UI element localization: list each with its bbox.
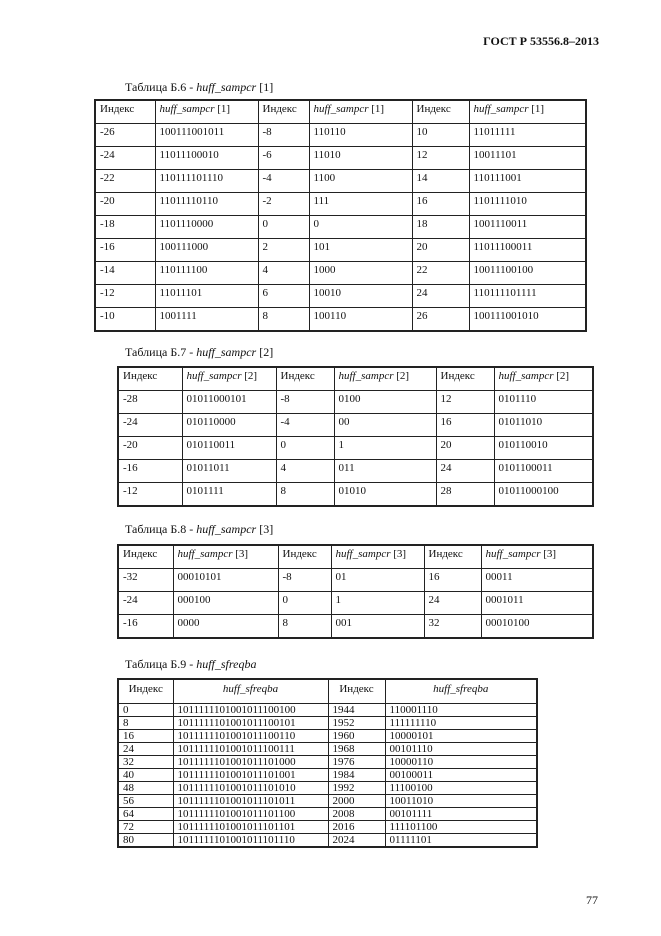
index-cell: 56 [118,795,173,808]
header-code-name: huff_sampcr [485,548,541,560]
table-b9-caption [125,657,256,672]
header-code [334,367,436,391]
code-cell: 1001111 [155,308,258,332]
code-cell: 1011111101001011100111 [173,743,328,756]
table-header-row [95,100,586,124]
code-cell: 1001110011 [469,216,586,239]
index-cell: 4 [276,460,334,483]
header-code-name: huff_sampcr [313,103,369,115]
code-cell: 111 [309,193,412,216]
code-cell: 00010100 [481,615,593,639]
table-row [95,308,586,332]
index-cell: 10 [412,124,469,147]
index-cell: -26 [95,124,155,147]
code-cell: 11011111 [469,124,586,147]
code-cell: 010110000 [182,414,276,437]
index-cell: 24 [424,592,481,615]
code-cell: 10000101 [385,730,537,743]
code-cell: 0001011 [481,592,593,615]
header-index: Индекс [436,367,494,391]
header-code-name: huff_sfreqba [433,683,489,695]
index-cell: 64 [118,808,173,821]
table-b7-caption [125,345,273,360]
index-cell: 8 [278,615,331,639]
index-cell: -4 [276,414,334,437]
header-code-suffix: [2] [393,370,410,382]
table-b6 [94,99,587,332]
header-code [309,100,412,124]
table-b9 [117,678,538,848]
code-cell: 110111001 [469,170,586,193]
index-cell: -2 [258,193,309,216]
code-cell: 1101111010 [469,193,586,216]
code-cell: 01 [331,569,424,592]
code-cell: 100111000 [155,239,258,262]
table-header-row [118,679,537,704]
table-b8 [117,544,594,639]
table-b9-body [118,679,537,847]
code-cell: 110110 [309,124,412,147]
header-code [173,679,328,704]
table-row [118,569,593,592]
index-cell: 26 [412,308,469,332]
header-code-name: huff_sampcr [159,103,215,115]
header-code [331,545,424,569]
table-b7-body [118,367,593,506]
code-cell: 1011111101001011101110 [173,834,328,848]
header-code-suffix: [2] [241,370,258,382]
document-code: ГОСТ Р 53556.8–2013 [483,34,599,48]
table-b6-body [95,100,586,331]
table-row [118,717,537,730]
header-index: Индекс [328,679,385,704]
table-row [118,483,593,507]
index-cell: 80 [118,834,173,848]
index-cell: -20 [95,193,155,216]
code-cell: 11011110110 [155,193,258,216]
index-cell: -14 [95,262,155,285]
index-cell: -18 [95,216,155,239]
code-cell: 110001110 [385,704,537,717]
index-cell: 4 [258,262,309,285]
code-cell: 1011111101001011101101 [173,821,328,834]
index-cell: 16 [412,193,469,216]
code-cell: 10011101 [469,147,586,170]
code-cell: 1011111101001011101010 [173,782,328,795]
table-row [118,743,537,756]
code-cell: 001 [331,615,424,639]
code-cell: 01011000101 [182,391,276,414]
header-code-suffix: [1] [214,103,231,115]
header-code-name: huff_sampcr [335,548,391,560]
table-row [118,756,537,769]
index-cell: 40 [118,769,173,782]
index-cell: 2016 [328,821,385,834]
index-cell: 24 [412,285,469,308]
index-cell: 12 [412,147,469,170]
code-cell: 0100 [334,391,436,414]
index-cell: 8 [258,308,309,332]
header-code [494,367,593,391]
table-header-row [118,545,593,569]
index-cell: 72 [118,821,173,834]
header-code-name: huff_sampcr [473,103,529,115]
table-b7 [117,366,594,507]
header-index: Индекс [258,100,309,124]
code-cell: 1101110000 [155,216,258,239]
index-cell: -24 [95,147,155,170]
header-code [155,100,258,124]
table-b8-caption [125,522,273,537]
code-cell: 00011 [481,569,593,592]
caption-prefix: Таблица Б.8 - [125,522,197,536]
code-cell: 110111100 [155,262,258,285]
code-cell: 111111110 [385,717,537,730]
header-index: Индекс [118,367,182,391]
code-cell: 1011111101001011100100 [173,704,328,717]
code-cell: 00100011 [385,769,537,782]
header-code [173,545,278,569]
index-cell: 8 [118,717,173,730]
header-index: Индекс [278,545,331,569]
header-code-suffix: [3] [232,548,249,560]
table-row [118,460,593,483]
index-cell: 1984 [328,769,385,782]
code-cell: 100111001011 [155,124,258,147]
header-code-suffix: [3] [540,548,557,560]
index-cell: 22 [412,262,469,285]
code-cell: 10000110 [385,756,537,769]
index-cell: -24 [118,592,173,615]
index-cell: -8 [278,569,331,592]
index-cell: 2 [258,239,309,262]
code-cell: 101 [309,239,412,262]
index-cell: -28 [118,391,182,414]
table-row [95,170,586,193]
header-code-suffix: [1] [528,103,545,115]
index-cell: -6 [258,147,309,170]
code-cell: 000100 [173,592,278,615]
index-cell: 16 [118,730,173,743]
code-cell: 10011100100 [469,262,586,285]
header-code-name: huff_sampcr [186,370,242,382]
code-cell: 00 [334,414,436,437]
code-cell: 0000 [173,615,278,639]
index-cell: 14 [412,170,469,193]
code-cell: 100111001010 [469,308,586,332]
table-row [118,821,537,834]
header-index: Индекс [118,545,173,569]
header-index: Индекс [276,367,334,391]
code-cell: 11010 [309,147,412,170]
index-cell: 20 [412,239,469,262]
header-code-suffix: [1] [368,103,385,115]
index-cell: 1968 [328,743,385,756]
code-cell: 01010 [334,483,436,507]
index-cell: 16 [436,414,494,437]
index-cell: 2008 [328,808,385,821]
table-row [118,592,593,615]
caption-suffix: [2] [256,345,274,359]
table-row [118,795,537,808]
table-row [95,124,586,147]
caption-prefix: Таблица Б.6 - [125,80,197,94]
table-row [95,216,586,239]
index-cell: 1976 [328,756,385,769]
code-cell: 11011100011 [469,239,586,262]
caption-prefix: Таблица Б.7 - [125,345,197,359]
index-cell: 12 [436,391,494,414]
code-cell: 111101100 [385,821,537,834]
header-code-name: huff_sampcr [498,370,554,382]
index-cell: -24 [118,414,182,437]
table-row [95,262,586,285]
code-cell: 011 [334,460,436,483]
caption-prefix: Таблица Б.9 - [125,657,197,671]
code-cell: 1011111101001011101011 [173,795,328,808]
header-code-name: huff_sampcr [338,370,394,382]
index-cell: 24 [118,743,173,756]
code-cell: 0101111 [182,483,276,507]
caption-name: huff_sampcr [196,80,257,94]
caption-suffix: [3] [256,522,274,536]
index-cell: 28 [436,483,494,507]
table-row [118,730,537,743]
table-row [118,414,593,437]
table-row [118,834,537,848]
index-cell: 24 [436,460,494,483]
code-cell: 1 [334,437,436,460]
index-cell: -32 [118,569,173,592]
table-row [118,704,537,717]
table-row [95,239,586,262]
code-cell: 00101110 [385,743,537,756]
code-cell: 10010 [309,285,412,308]
code-cell: 0 [309,216,412,239]
index-cell: 1944 [328,704,385,717]
index-cell: 32 [424,615,481,639]
index-cell: -16 [118,615,173,639]
index-cell: -20 [118,437,182,460]
index-cell: 18 [412,216,469,239]
index-cell: 0 [276,437,334,460]
header-code-suffix: [2] [553,370,570,382]
header-index: Индекс [95,100,155,124]
header-code [182,367,276,391]
caption-name: huff_sfreqba [196,657,257,671]
index-cell: 6 [258,285,309,308]
header-code-name: huff_sampcr [177,548,233,560]
code-cell: 1011111101001011101100 [173,808,328,821]
code-cell: 1011111101001011101000 [173,756,328,769]
code-cell: 010110010 [494,437,593,460]
index-cell: -22 [95,170,155,193]
index-cell: -8 [276,391,334,414]
caption-suffix: [1] [256,80,274,94]
code-cell: 1011111101001011100101 [173,717,328,730]
code-cell: 0101110 [494,391,593,414]
header-index: Индекс [412,100,469,124]
code-cell: 100110 [309,308,412,332]
table-row [118,769,537,782]
code-cell: 1 [331,592,424,615]
index-cell: 0 [258,216,309,239]
code-cell: 00010101 [173,569,278,592]
table-row [118,782,537,795]
code-cell: 0101100011 [494,460,593,483]
caption-name: huff_sampcr [196,345,257,359]
index-cell: 16 [424,569,481,592]
table-row [95,285,586,308]
index-cell: 20 [436,437,494,460]
code-cell: 01111101 [385,834,537,848]
index-cell: -4 [258,170,309,193]
code-cell: 11100100 [385,782,537,795]
table-header-row [118,367,593,391]
code-cell: 110111101110 [155,170,258,193]
code-cell: 1100 [309,170,412,193]
table-row [118,615,593,639]
table-row [95,193,586,216]
header-code [481,545,593,569]
page-number: 77 [586,893,598,907]
index-cell: -8 [258,124,309,147]
index-cell: -12 [118,483,182,507]
header-code-suffix: [3] [390,548,407,560]
header-code [469,100,586,124]
index-cell: 2000 [328,795,385,808]
index-cell: 0 [278,592,331,615]
code-cell: 01011011 [182,460,276,483]
code-cell: 1011111101001011101001 [173,769,328,782]
code-cell: 110111101111 [469,285,586,308]
table-b6-caption [125,80,273,95]
index-cell: 48 [118,782,173,795]
index-cell: -12 [95,285,155,308]
index-cell: 0 [118,704,173,717]
code-cell: 010110011 [182,437,276,460]
caption-name: huff_sampcr [196,522,257,536]
code-cell: 1000 [309,262,412,285]
code-cell: 10011010 [385,795,537,808]
code-cell: 1011111101001011100110 [173,730,328,743]
code-cell: 01011010 [494,414,593,437]
table-row [118,808,537,821]
index-cell: 8 [276,483,334,507]
code-cell: 00101111 [385,808,537,821]
index-cell: 1992 [328,782,385,795]
header-code [385,679,537,704]
index-cell: -10 [95,308,155,332]
header-code-name: huff_sfreqba [222,683,279,695]
header-index: Индекс [424,545,481,569]
index-cell: 1952 [328,717,385,730]
index-cell: 1960 [328,730,385,743]
table-row [118,437,593,460]
header-index: Индекс [118,679,173,704]
code-cell: 11011101 [155,285,258,308]
code-cell: 01011000100 [494,483,593,507]
table-row [95,147,586,170]
code-cell: 11011100010 [155,147,258,170]
table-row [118,391,593,414]
index-cell: 32 [118,756,173,769]
index-cell: -16 [118,460,182,483]
index-cell: 2024 [328,834,385,848]
index-cell: -16 [95,239,155,262]
table-b8-body [118,545,593,638]
